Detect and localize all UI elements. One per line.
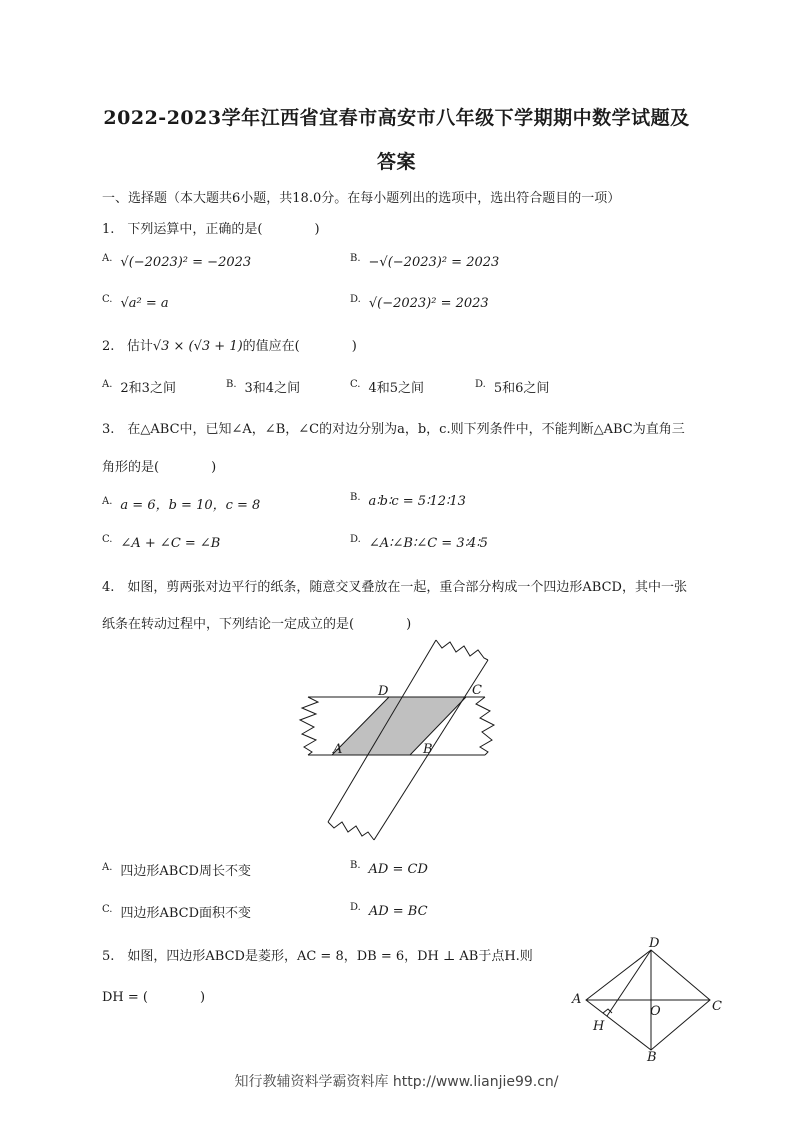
label-c: C <box>712 999 722 1014</box>
q4-option-b: $^{B.}$ AD = CD <box>350 860 428 877</box>
label-c: C <box>472 683 482 698</box>
q1-option-a: $^{A.}$ √(−2023)² = −2023 <box>102 253 252 270</box>
q1-option-c: $^{C.}$ √a² = a <box>102 294 169 311</box>
q3-option-a: $^{A.}$ a = 6，b = 10，c = 8 <box>102 496 261 513</box>
question-4-stem: 4. 如图，剪两张对边平行的纸条，随意交叉叠放在一起，重合部分构成一个四边形ABCD，其中一张 <box>102 580 687 595</box>
question-1-stem: 1. 下列运算中，正确的是( ) <box>102 222 320 237</box>
label-a: A <box>333 742 343 757</box>
label-d: D <box>649 936 660 951</box>
strip2-bottom-torn-edge <box>328 822 374 840</box>
label-a: A <box>572 992 582 1007</box>
question-5-stem-line2: DH = ( ) <box>102 990 206 1005</box>
q2-option-b: $^{B.}$ 3和4之间 <box>226 379 301 396</box>
page-title-line2: 答案 <box>376 151 416 173</box>
q4-option-d: $^{D.}$ AD = BC <box>350 902 428 919</box>
q1-option-d: $^{D.}$ √(−2023)² = 2023 <box>350 294 489 311</box>
q2-option-d: $^{D.}$ 5和6之间 <box>475 379 550 396</box>
paper-strips-figure <box>290 632 505 842</box>
page-title: 2022-2023学年江西省宜春市高安市八年级下学期期中数学试题及 <box>103 107 690 129</box>
label-b: B <box>423 742 433 757</box>
rhombus-figure <box>565 935 735 1065</box>
question-3-stem-line2: 角形的是( ) <box>102 460 217 475</box>
footer-source: 知行教辅资料学霸资料库 http://www.lianjie99.cn/ <box>234 1074 559 1090</box>
strip1-left-torn-edge <box>300 697 318 755</box>
q1-option-b: $^{B.}$ −√(−2023)² = 2023 <box>350 253 500 270</box>
q3-option-b: $^{B.}$ a∶b∶c = 5∶12∶13 <box>350 492 466 509</box>
section-heading: 一、选择题（本大题共6小题，共18.0分。在每小题列出的选项中，选出符合题目的一项） <box>102 191 621 206</box>
label-d: D <box>378 684 389 699</box>
q2-option-c: $^{C.}$ 4和5之间 <box>350 379 425 396</box>
label-o: O <box>650 1004 661 1019</box>
strip1-right-torn-edge <box>476 697 494 755</box>
q3-option-d: $^{D.}$ ∠A∶∠B∶∠C = 3∶4∶5 <box>350 534 488 551</box>
q3-option-c: $^{C.}$ ∠A + ∠C = ∠B <box>102 534 221 551</box>
question-2-stem: 2. 估计√3 × (√3 + 1)的值应在( ) <box>102 339 357 354</box>
right-angle-mark <box>603 1009 612 1013</box>
question-3-stem: 3. 在△ABC中，已知∠A，∠B，∠C的对边分别为a，b，c.则下列条件中，不能判断△ABC为直角三 <box>102 422 685 437</box>
label-b: B <box>647 1050 657 1065</box>
strip2-top-torn-edge <box>436 640 488 660</box>
question-5-stem: 5. 如图，四边形ABCD是菱形，AC = 8，DB = 6，DH ⊥ AB于点H.则 <box>102 949 533 964</box>
label-h: H <box>593 1019 605 1034</box>
q2-option-a: $^{A.}$ 2和3之间 <box>102 379 176 396</box>
question-4-stem-line2: 纸条在转动过程中，下列结论一定成立的是( ) <box>102 617 412 632</box>
segment-dh <box>607 950 651 1016</box>
q4-option-c: $^{C.}$ 四边形ABCD面积不变 <box>102 904 252 921</box>
q4-option-a: $^{A.}$ 四边形ABCD周长不变 <box>102 862 251 879</box>
